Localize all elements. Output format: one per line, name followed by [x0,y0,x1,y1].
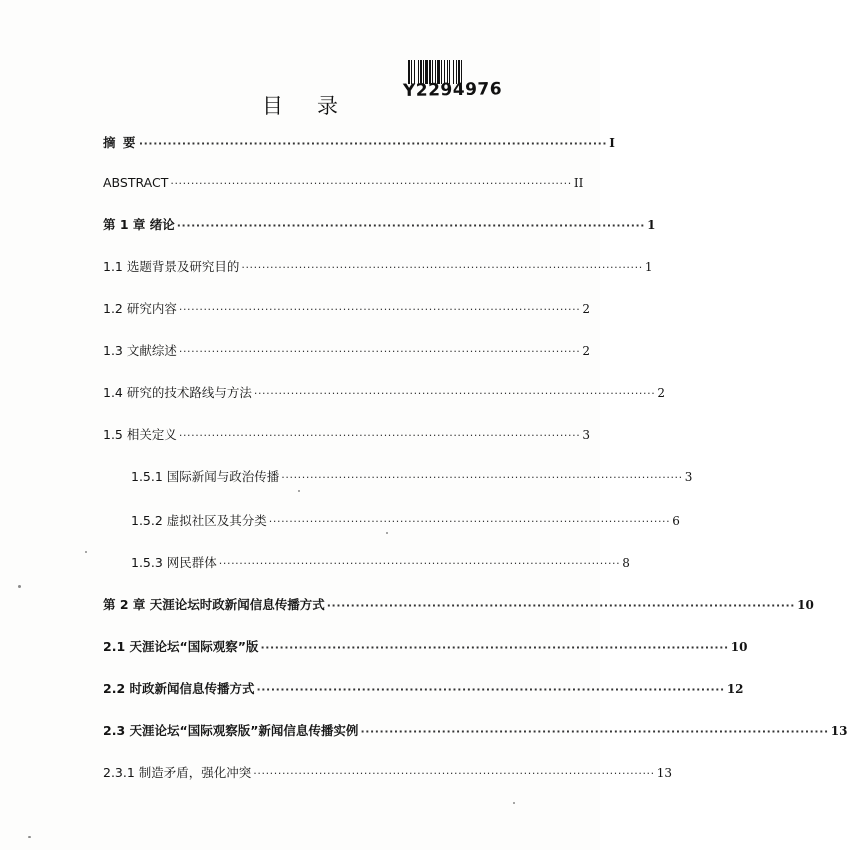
toc-entry-chapter-1[interactable] [103,217,656,234]
toc-leader: ·································································································· [260,641,729,654]
toc-entry-label: 1.5.1 国际新闻与政治传播 [131,469,280,484]
toc-entry-chapter-2[interactable] [103,597,814,614]
toc-entry-page: 2 [582,344,590,358]
toc-entry-page: II [573,176,584,190]
toc-entry-1-1[interactable] [103,259,653,276]
toc-entry-2-1[interactable] [103,639,748,656]
toc-entry-label: 2.3.1 制造矛盾，强化冲突 [103,765,252,780]
scan-speck [18,585,21,588]
toc-entry-1-4[interactable] [103,385,665,402]
toc-entry-page: 10 [797,598,814,612]
toc-leader: ·································································································· [218,557,621,570]
toc-entry-page: 13 [656,766,673,780]
toc-entry-label: 1.5 相关定义 [103,427,177,442]
toc-entry-page: 13 [830,724,847,738]
toc-entry-page: 10 [730,640,748,654]
toc-entry-label: 1.3 文献综述 [103,343,177,358]
toc-entry-label: 1.1 选题背景及研究目的 [103,259,240,274]
toc-entry-page: 3 [582,428,590,442]
toc-leader: ·································································································· [326,599,796,612]
toc-entry-page: 1 [647,218,656,232]
toc-entry-abstract-cn[interactable] [103,135,617,152]
toc-leader: ·································································································· [253,767,655,780]
toc-leader: ·································································································· [360,725,829,738]
toc-leader: ·································································································· [268,515,671,528]
toc-entry-label: 摘 要 [103,135,137,150]
barcode-number: Y2294976 [402,79,503,101]
toc-entry-page: 6 [672,514,680,528]
toc-entry-label: 2.3 天涯论坛“国际观察版”新闻信息传播实例 [103,723,359,738]
toc-leader: ·································································································· [176,219,646,232]
toc-entry-page: 2 [657,386,665,400]
toc-entry-1-5-2[interactable] [131,513,680,530]
toc-entry-label: 1.2 研究内容 [103,301,177,316]
toc-entry-label: 1.5.3 网民群体 [131,555,217,570]
toc-entry-page: I [609,136,617,150]
toc-entry-1-2[interactable] [103,301,590,318]
scan-speck [298,490,300,492]
toc-entry-1-5-3[interactable] [131,555,630,572]
toc-entry-page: 1 [644,260,653,274]
toc-leader: ·································································································· [178,345,581,358]
page-title: 目录 [262,94,372,118]
toc-entry-1-3[interactable] [103,343,590,360]
toc-leader: ·································································································· [170,177,572,190]
toc-entry-label: 1.5.2 虚拟社区及其分类 [131,513,267,528]
scan-speck [386,532,388,534]
toc-entry-label: 1.4 研究的技术路线与方法 [103,385,252,400]
toc-leader: ·································································································· [253,387,656,400]
toc-entry-label: 第 2 章 天涯论坛时政新闻信息传播方式 [103,597,325,612]
toc-leader: ·································································································· [256,683,725,696]
toc-entry-label: 2.2 时政新闻信息传播方式 [103,681,255,696]
toc-entry-2-2[interactable] [103,681,744,698]
toc-leader: ·································································································· [138,137,608,150]
toc-leader: ·································································································· [178,303,581,316]
scan-speck [513,802,515,804]
toc-entry-2-3[interactable] [103,723,847,740]
toc-entry-page: 8 [622,556,630,570]
toc-leader: ·································································································· [281,471,683,484]
scan-speck [85,551,87,553]
toc-entry-label: 2.1 天涯论坛“国际观察”版 [103,639,259,654]
toc-entry-label: ABSTRACT [103,175,169,190]
toc-leader: ·································································································· [241,261,643,274]
toc-entry-page: 3 [684,470,693,484]
toc-leader: ·································································································· [178,429,581,442]
scan-speck [28,836,31,838]
toc-entry-page: 12 [726,682,744,696]
toc-entry-page: 2 [582,302,590,316]
toc-entry-2-3-1[interactable] [103,765,673,782]
toc-entry-abstract-en[interactable] [103,175,584,192]
toc-entry-1-5-1[interactable] [131,469,693,486]
toc-entry-1-5[interactable] [103,427,590,444]
toc-entry-label: 第 1 章 绪论 [103,217,175,232]
